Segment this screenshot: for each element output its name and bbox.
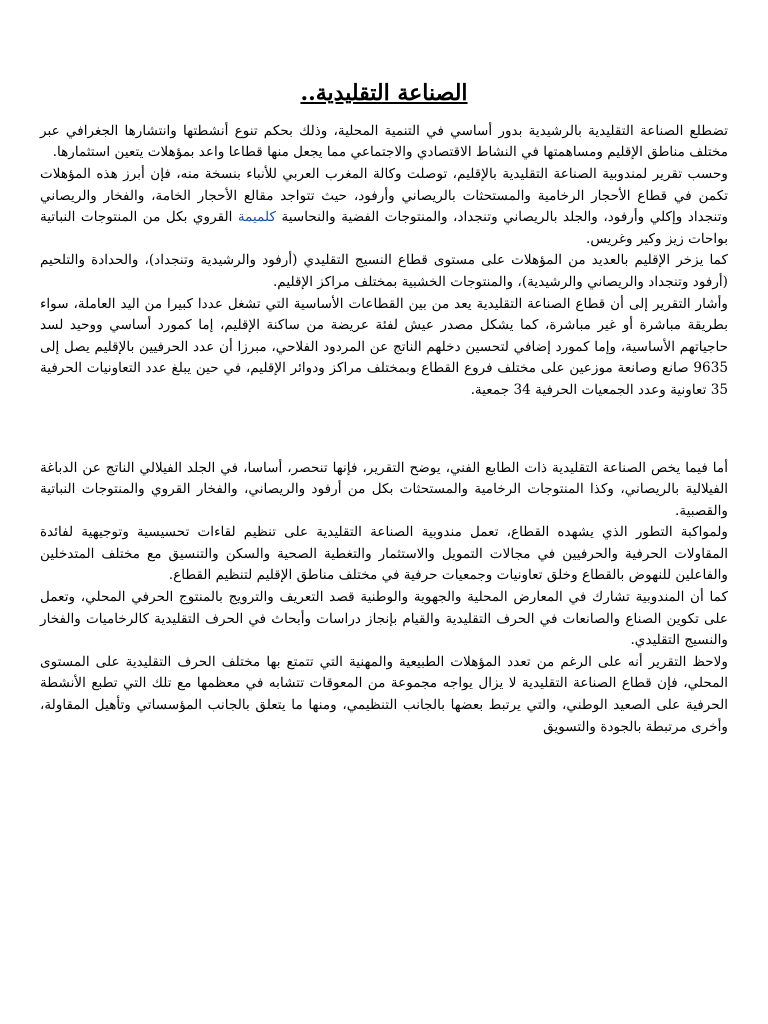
section-artistic-crafts (40, 458, 728, 739)
paragraph-employment: وأشار التقرير إلى أن قطاع الصناعة التقليدية يعد من بين القطاعات الأساسية التي تشغل عددا كبيرا من اليد العاملة، سواء بطريقة مباشرة أو غير مباشرة، كما يشكل مصدر عيش لفئة عريضة من ساكنة الإقليم، إما كمورد أساسي ووحيد لسد حاجياتهم الأساسية، وإما كمورد إضافي لتحسين دخلهم الناتج عن المردود الفلاحي، مبرزا أن عدد الحرفيين بالإقليم يصل إلى 9635 صانع وصانعة موزعين على مختلف فروع القطاع وبمختلف مراكز ودوائر الإقليم، في حين يبلغ عدد التعاونيات الحرفية 35 تعاونية وعدد الجمعيات الحرفية 34 جمعية. (40, 295, 728, 398)
paragraph-textiles: كما يزخر الإقليم بالعديد من المؤهلات على مستوى قطاع النسيج التقليدي (أرفود والرشيدية وتنجداد)، والحدادة والتلحيم (أرفود وتنجداد والريصاني والرشيدية)، والمنتوجات الخشبية بمختلف مراكز الإقليم. (40, 252, 728, 290)
paragraph-exhibitions: كما أن المندوبية تشارك في المعارض المحلية والجهوية والوطنية قصد التعريف والترويج بالمنتوج الحرفي المحلي، وتعمل على تكوين الصناع والصانعات في الحرف التقليدية والقيام بإنجاز دراسات وأبحاث في الحرف التقليدية كالرخاميات والفخار والنسيج التقليدي. (40, 589, 728, 649)
document-page (40, 78, 728, 1004)
paragraph-artistic-crafts: أما فيما يخص الصناعة التقليدية ذات الطابع الفني، يوضح التقرير، فإنها تنحصر، أساسا، في الجلد الفيلالي الناتج عن الدباغة الفيلالية بالريصاني، وكذا المنتوجات الرخامية والمستحثات بكل من أرفود والريصاني، والفخار القروي والمنتوجات النباتية والقصبية. (40, 459, 728, 519)
paragraph-key-assets (40, 164, 728, 250)
paragraph-obstacles: ولاحظ التقرير أنه على الرغم من تعدد المؤهلات الطبيعية والمهنية التي تتمتع بها مختلف الحرف التقليدية على المستوى المحلي، فإن قطاع الصناعة التقليدية لا يزال يواجه مجموعة من المعوقات تتشابه في معظمها مع تلك التي تطبع الأنشطة الحرفية على الصعيد الوطني، والتي يرتبط بعضها بالجانب التنظيمي، ومنها ما يتعلق بالجانب المؤسساتي وتأهيل المقاولة، وأخرى مرتبطة بالجودة والتسويق (40, 653, 728, 735)
key-assets-text: وحسب تقرير لمندوبية الصناعة التقليدية بالإقليم، توصلت وكالة المغرب العربي للأنباء بنسخة منه، فإن أبرز هذه المؤهلات تكمن في قطاع الأحجار الرخامية والمستحثات بالريصاني وأرفود، حيث تتواجد مقالع الأحجار الخامة، والفخار والريصاني وتنجداد وإكلي وأرفود، والجلد بالريصاني وتنجداد، والمنتوجات الفضية والنحاسية (40, 165, 729, 226)
key-assets-text-end: القروي بكل من المنتوجات النباتية بواحات زيز وكير وغريس. (40, 209, 728, 247)
highlighted-place-name: كلميمة (237, 209, 276, 226)
document-title: الصناعة التقليدية.. (300, 80, 468, 106)
section-overview (40, 121, 728, 402)
paragraph-introduction: تضطلع الصناعة التقليدية بالرشيدية بدور أساسي في التنمية المحلية، وذلك بحكم تنوع أنشطتها وانتشارها الجغرافي عبر مختلف مناطق الإقليم ومساهمتها في النشاط الاقتصادي والاجتماعي مما يجعل منها قطاعا واعد بمؤهلات يتعين استثمارها. (40, 122, 728, 161)
paragraph-support-actions: ولمواكبة التطور الذي يشهده القطاع، تعمل مندوبية الصناعة التقليدية على تنظيم لقاءات تحسيسية وتوجيهية لفائدة المقاولات الحرفية والحرفيين في مجالات التمويل والاستثمار والتغطية الصحية والسكن والتنسيق مع مختلف المتدخلين والفاعلين للنهوض بالقطاع وخلق تعاونيات وجمعيات حرفية في مختلف مناطق الإقليم لتنظيم القطاع. (40, 524, 728, 584)
